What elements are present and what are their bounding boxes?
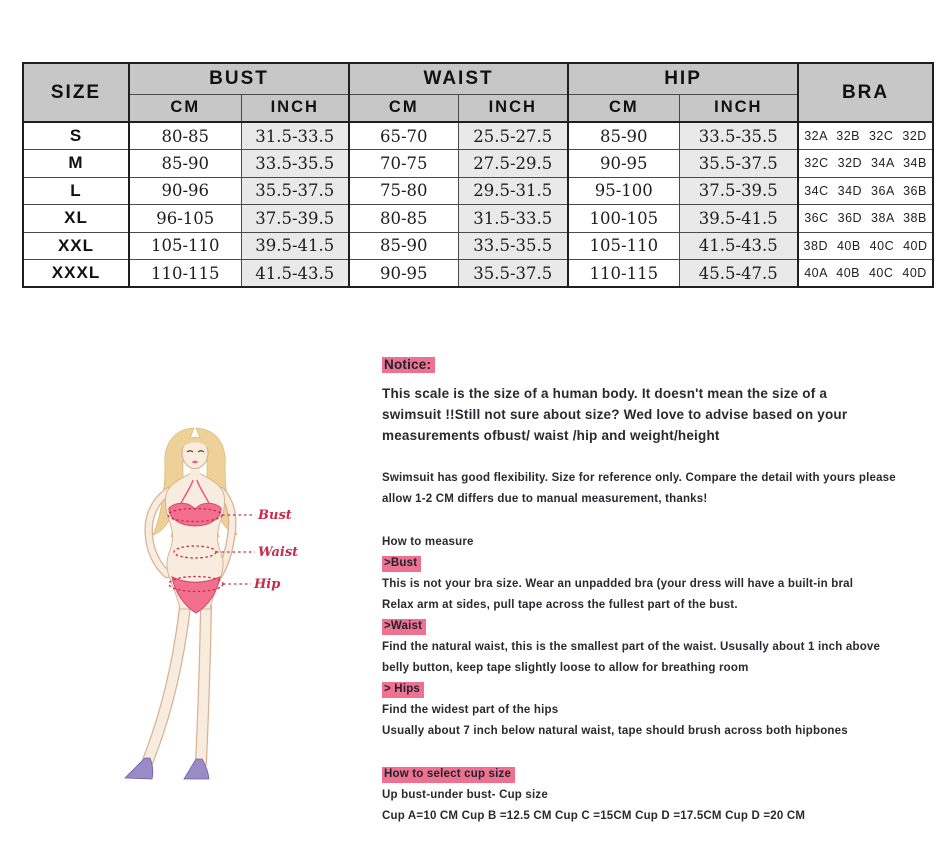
waist-instruction-line: Find the natural waist, this is the smallest part of the waist. Ususally about 1 inch above xyxy=(382,641,881,653)
size-row-xxl xyxy=(23,232,933,260)
waist-section-heading xyxy=(382,616,938,637)
header-bra: BRA xyxy=(798,63,933,122)
flexibility-paragraph xyxy=(382,468,938,510)
cell-hip-inch: 41.5-43.5 xyxy=(679,232,798,260)
cell-waist-cm: 80-85 xyxy=(349,205,458,233)
bust-instruction-line: This is not your bra size. Wear an unpadded bra (your dress will have a built-in bral xyxy=(382,578,854,590)
cell-hip-cm: 100-105 xyxy=(568,205,679,233)
cell-waist-inch: 27.5-29.5 xyxy=(458,150,568,178)
waist-label: Waist xyxy=(258,545,299,560)
cell-hip-inch: 35.5-37.5 xyxy=(679,150,798,178)
size-row-xxxl xyxy=(23,260,933,288)
notice-line: swimsuit !!Still not sure about size? Wed love to advise based on your xyxy=(382,407,848,422)
cell-waist-inch: 29.5-31.5 xyxy=(458,177,568,205)
cup-size-line: Up bust-under bust- Cup size xyxy=(382,789,548,801)
waist-heading-highlight: >Waist xyxy=(382,619,426,635)
cup-size-line: Cup A=10 CM Cup B =12.5 CM Cup C =15CM Cup D =17.5CM Cup D =20 CM xyxy=(382,810,806,822)
cell-hip-cm: 85-90 xyxy=(568,122,679,150)
cell-hip-cm: 95-100 xyxy=(568,177,679,205)
size-row-s xyxy=(23,122,933,150)
waist-instruction-line: belly button, keep tape slightly loose to allow for breathing room xyxy=(382,662,749,674)
cell-hip-cm: 110-115 xyxy=(568,260,679,288)
cell-bra: 32A 32B 32C 32D xyxy=(798,122,933,150)
cell-bust-cm: 80-85 xyxy=(129,122,241,150)
size-row-xl xyxy=(23,205,933,233)
cell-bust-inch: 39.5-41.5 xyxy=(241,232,349,260)
cell-bra: 36C 36D 38A 38B xyxy=(798,205,933,233)
cell-bust-inch: 41.5-43.5 xyxy=(241,260,349,288)
cell-size: XXL xyxy=(23,232,129,260)
cell-bra: 40A 40B 40C 40D xyxy=(798,260,933,288)
size-row-m xyxy=(23,150,933,178)
cell-hip-cm: 105-110 xyxy=(568,232,679,260)
cell-waist-cm: 75-80 xyxy=(349,177,458,205)
cell-hip-inch: 33.5-35.5 xyxy=(679,122,798,150)
lips xyxy=(192,461,198,464)
hips-instruction-line: Find the widest part of the hips xyxy=(382,704,559,716)
cell-size: M xyxy=(23,150,129,178)
cell-bra: 32C 32D 34A 34B xyxy=(798,150,933,178)
cell-hip-inch: 37.5-39.5 xyxy=(679,177,798,205)
cell-bust-inch: 37.5-39.5 xyxy=(241,205,349,233)
cell-bust-cm: 85-90 xyxy=(129,150,241,178)
cell-hip-cm: 90-95 xyxy=(568,150,679,178)
notice-heading-highlight: Notice: xyxy=(382,357,435,373)
header-waist-inch: INCH xyxy=(458,94,568,122)
cell-size: XXXL xyxy=(23,260,129,288)
cell-size: XL xyxy=(23,205,129,233)
cell-waist-cm: 90-95 xyxy=(349,260,458,288)
cell-bust-cm: 105-110 xyxy=(129,232,241,260)
cell-waist-cm: 65-70 xyxy=(349,122,458,150)
cell-hip-inch: 39.5-41.5 xyxy=(679,205,798,233)
bust-instruction-line: Relax arm at sides, pull tape across the fullest part of the bust. xyxy=(382,599,738,611)
size-chart-table xyxy=(22,62,934,288)
notice-line: This scale is the size of a human body. It doesn't mean the size of a xyxy=(382,386,828,401)
header-hip-cm: CM xyxy=(568,94,679,122)
cell-bust-inch: 35.5-37.5 xyxy=(241,177,349,205)
header-bust-cm: CM xyxy=(129,94,241,122)
size-row-l xyxy=(23,177,933,205)
cell-waist-inch: 25.5-27.5 xyxy=(458,122,568,150)
cell-bust-inch: 33.5-35.5 xyxy=(241,150,349,178)
flexibility-line: Swimsuit has good flexibility. Size for reference only. Compare the detail with yours please xyxy=(382,472,896,484)
cell-waist-cm: 70-75 xyxy=(349,150,458,178)
cell-bust-cm: 96-105 xyxy=(129,205,241,233)
leg-right xyxy=(201,607,206,763)
header-waist-cm: CM xyxy=(349,94,458,122)
cup-size-heading xyxy=(382,764,938,785)
size-chart-header xyxy=(23,63,933,122)
header-size: SIZE xyxy=(23,63,129,122)
cell-waist-inch: 33.5-35.5 xyxy=(458,232,568,260)
cell-waist-inch: 31.5-33.5 xyxy=(458,205,568,233)
bust-label: Bust xyxy=(258,508,292,523)
header-hip: HIP xyxy=(568,63,798,94)
flexibility-line: allow 1-2 CM differs due to manual measurement, thanks! xyxy=(382,493,708,505)
cell-bust-cm: 90-96 xyxy=(129,177,241,205)
cell-size: L xyxy=(23,177,129,205)
hips-instruction-line: Usually about 7 inch below natural waist, tape should brush across both hipbones xyxy=(382,725,848,737)
hips-section-heading xyxy=(382,679,938,700)
notes-panel xyxy=(382,354,938,827)
body-measurement-illustration xyxy=(105,423,375,803)
cell-waist-cm: 85-90 xyxy=(349,232,458,260)
header-bust-inch: INCH xyxy=(241,94,349,122)
hips-heading-highlight: > Hips xyxy=(382,682,424,698)
size-chart-body xyxy=(23,122,933,287)
header-bust: BUST xyxy=(129,63,349,94)
cell-waist-inch: 35.5-37.5 xyxy=(458,260,568,288)
bust-section-heading xyxy=(382,553,938,574)
header-waist: WAIST xyxy=(349,63,568,94)
cell-bra: 38D 40B 40C 40D xyxy=(798,232,933,260)
cell-bust-inch: 31.5-33.5 xyxy=(241,122,349,150)
bust-heading-highlight: >Bust xyxy=(382,556,421,572)
notice-line: measurements ofbust/ waist /hip and weight/height xyxy=(382,428,720,443)
header-hip-inch: INCH xyxy=(679,94,798,122)
how-to-measure-heading: How to measure xyxy=(382,536,474,548)
notice-paragraph xyxy=(382,383,938,446)
cell-bust-cm: 110-115 xyxy=(129,260,241,288)
cell-bra: 34C 34D 36A 36B xyxy=(798,177,933,205)
cup-heading-highlight: How to select cup size xyxy=(382,767,515,783)
notice-heading xyxy=(382,354,938,375)
cell-size: S xyxy=(23,122,129,150)
hip-label: Hip xyxy=(254,577,281,592)
figure-sketch xyxy=(105,423,375,803)
shoe-left xyxy=(125,758,153,779)
cell-hip-inch: 45.5-47.5 xyxy=(679,260,798,288)
